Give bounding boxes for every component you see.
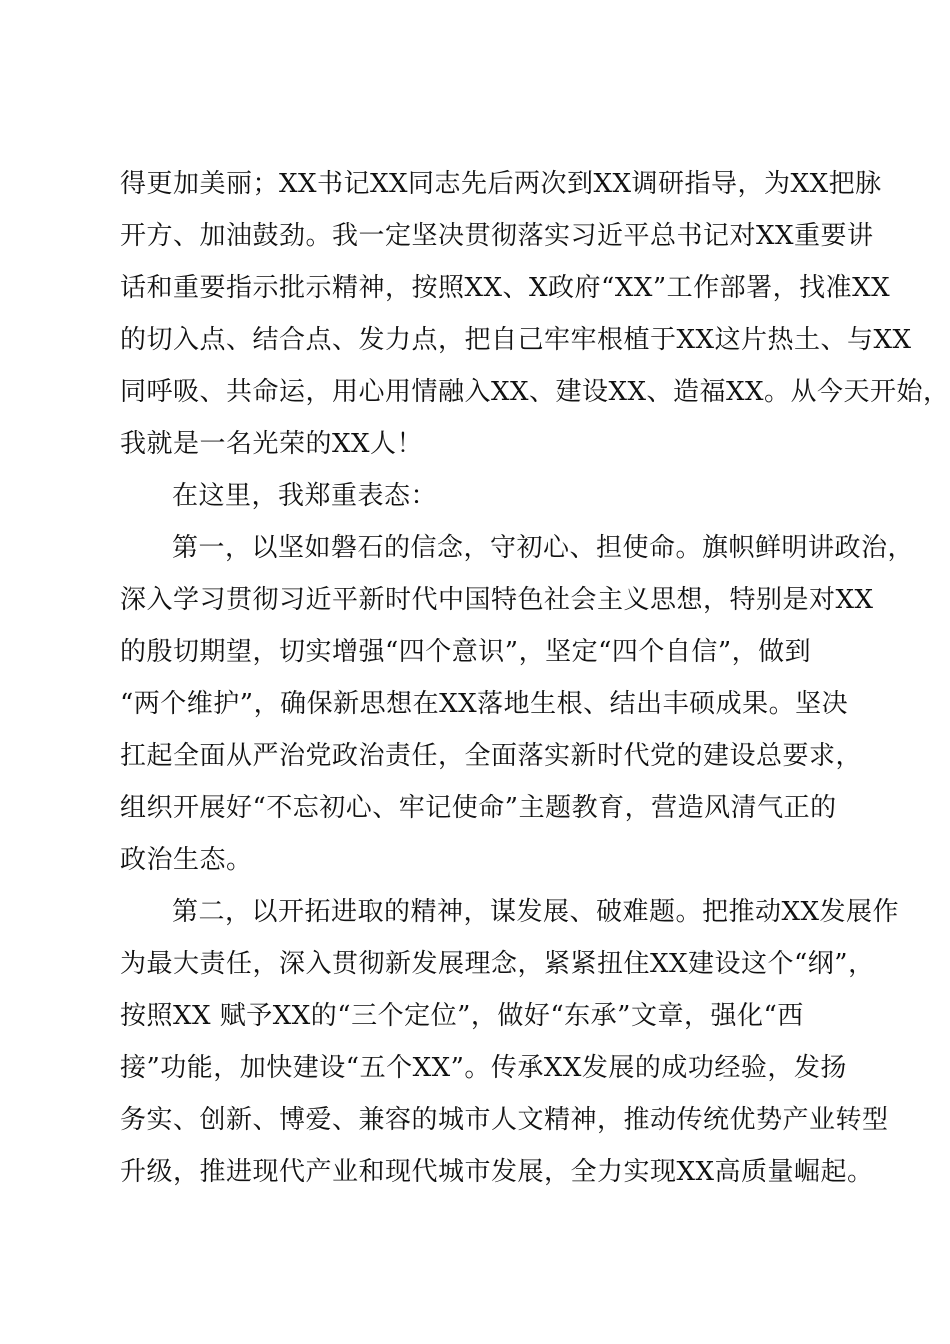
text-line: 我就是一名光荣的XX人！ xyxy=(120,429,424,459)
text-line: 话和重要指示批示精神，按照XX、X政府“XX”工作部署，找准XX xyxy=(120,273,891,303)
text-line: 开方、加油鼓劲。我一定坚决贯彻落实习近平总书记对XX重要讲 xyxy=(120,221,874,251)
text-line: 的殷切期望，切实增强“四个意识”，坚定“四个自信”，做到 xyxy=(120,637,812,667)
text-line: 深入学习贯彻习近平新时代中国特色社会主义思想，特别是对XX xyxy=(120,585,874,615)
paragraph-1 xyxy=(120,158,950,470)
text-line: 为最大责任，深入贯彻新发展理念，紧紧扭住XX建设这个“纲”， xyxy=(120,949,875,979)
text-line: 政治生态。 xyxy=(120,845,253,875)
paragraph-4 xyxy=(120,886,900,1198)
text-line: 第一，以坚如磐石的信念，守初心、担使命。旗帜鲜明讲政治， xyxy=(172,533,915,563)
text-line: 得更加美丽；XX书记XX同志先后两次到XX调研指导，为XX把脉 xyxy=(120,169,882,199)
text-line: 升级，推进现代产业和现代城市发展，全力实现XX高质量崛起。 xyxy=(120,1157,874,1187)
document-body xyxy=(120,158,950,1198)
text-line: 接”功能，加快建设“五个XX”。传承XX发展的成功经验，发扬 xyxy=(120,1053,847,1083)
text-line: “两个维护”，确保新思想在XX落地生根、结出丰硕成果。坚决 xyxy=(120,689,849,719)
text-line: 按照XX 赋予XX的“三个定位”，做好“东承”文章，强化“西 xyxy=(120,1001,804,1031)
text-line: 务实、创新、博爱、兼容的城市人文精神，推动传统优势产业转型 xyxy=(120,1105,889,1135)
text-line: 同呼吸、共命运，用心用情融入XX、建设XX、造福XX。从今天开始， xyxy=(120,377,950,407)
text-line: 组织开展好“不忘初心、牢记使命”主题教育，营造风清气正的 xyxy=(120,793,837,823)
text-line: 的切入点、结合点、发力点，把自己牢牢根植于XX这片热土、与XX xyxy=(120,325,912,355)
paragraph-3 xyxy=(120,522,915,886)
text-line: 第二，以开拓进取的精神，谋发展、破难题。把推动XX发展作 xyxy=(172,897,900,927)
text-line: 在这里，我郑重表态： xyxy=(172,481,438,511)
text-line: 扛起全面从严治党政治责任，全面落实新时代党的建设总要求， xyxy=(120,741,863,771)
paragraph-2 xyxy=(120,470,840,522)
